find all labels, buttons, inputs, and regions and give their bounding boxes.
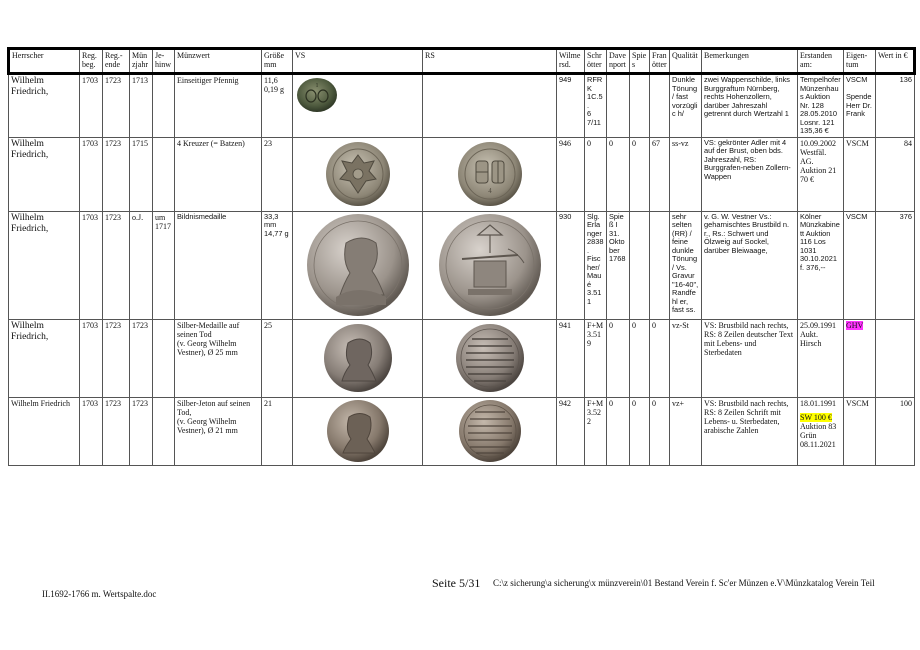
jehinw-cell: um 1717 — [153, 211, 175, 319]
coin-obverse-image — [325, 399, 391, 463]
page-number: Seite 5/31 — [432, 576, 481, 590]
table-row — [9, 397, 915, 465]
reg-ende-cell: 1723 — [103, 211, 130, 319]
groesse-cell: 21 — [262, 397, 293, 465]
qualitaet-cell: ss-vz — [670, 137, 702, 211]
rs-image-cell — [423, 319, 557, 397]
col-header-spies: Spie s — [630, 49, 650, 74]
reg-ende-cell: 1723 — [103, 319, 130, 397]
eigentum-highlight: GHV — [846, 320, 864, 330]
muenzwert-cell: Silber-Jeton auf seinen Tod, (v. Georg Wilhelm Vestner), Ø 21 mm — [175, 397, 262, 465]
reg-beg-cell: 1703 — [80, 74, 103, 138]
erstanden-cell: Tempelhofer Münzenhaus Auktion Nr. 128 28.05.2010 Losnr. 121 135,36 € — [798, 74, 844, 138]
qualitaet-cell: vz+ — [670, 397, 702, 465]
wert-cell: 376 — [876, 211, 915, 319]
groesse-cell: 11,6 0,19 g — [262, 74, 293, 138]
col-header-reg-ende: Reg.-ende — [103, 49, 130, 74]
frankoetter-cell: 0 — [650, 319, 670, 397]
bemerkungen-cell: VS: gekrönter Adler mit 4 auf der Brust, oben bds. Jahreszahl, RS: Burggrafen-neben Zollern-Wappen — [702, 137, 798, 211]
coin-obverse-image — [324, 141, 392, 207]
erstanden-price-highlight: SW 100 € — [800, 412, 832, 422]
spies-cell — [630, 211, 650, 319]
muenzjahr-cell: 1723 — [130, 397, 153, 465]
coin-reverse-image — [456, 141, 524, 207]
jehinw-cell — [153, 74, 175, 138]
col-header-groesse: Größe mm — [262, 49, 293, 74]
svg-text:1: 1 — [315, 83, 319, 89]
muenzjahr-cell: 1723 — [130, 319, 153, 397]
coin-obverse-image — [306, 213, 410, 317]
col-header-bemerkungen: Bemerkungen — [702, 49, 798, 74]
wilmersd-cell: 930 — [557, 211, 585, 319]
col-header-schroetter: Schr ötter — [585, 49, 607, 74]
muenzwert-cell: Bildnismedaille — [175, 211, 262, 319]
groesse-cell: 23 — [262, 137, 293, 211]
wert-cell: 84 — [876, 137, 915, 211]
eigentum-cell: VSCM — [844, 211, 876, 319]
jehinw-cell — [153, 319, 175, 397]
qualitaet-cell: sehr selten (RR) / feine dunkle Tönung / Vs. Gravur "16-40", Randfehl er, fast ss. — [670, 211, 702, 319]
file-path: C:\z sicherung\a sicherung\x münzverein\01 Bestand Verein f. Sc'er Münzen e.V\Münzkatalog Verein Teil — [493, 578, 875, 588]
file-name: II.1692-1766 m. Wertspalte.doc — [42, 589, 157, 599]
col-header-frankoetter: Fran ötter — [650, 49, 670, 74]
reg-beg-cell: 1703 — [80, 211, 103, 319]
col-header-qualitaet: Qualität — [670, 49, 702, 74]
reg-beg-cell: 1703 — [80, 397, 103, 465]
col-header-muenzwert: Münzwert — [175, 49, 262, 74]
rs-image-cell — [423, 211, 557, 319]
schroetter-cell: F+M 3.52 2 — [585, 397, 607, 465]
col-header-muenzjahr: Mün zjahr — [130, 49, 153, 74]
wert-cell: 136 — [876, 74, 915, 138]
spies-cell: 0 — [630, 137, 650, 211]
davenport-cell: 0 — [607, 319, 630, 397]
bemerkungen-cell: v. G. W. Vestner Vs.: geharnischtes Brustbild n. r., Rs.: Schwert und Ölzweig auf Sockel, darüber Bleiwaage, — [702, 211, 798, 319]
vs-image-cell — [293, 137, 423, 211]
schroetter-cell: F+M 3.51 9 — [585, 319, 607, 397]
schroetter-cell: 0 — [585, 137, 607, 211]
col-header-wert: Wert in € — [876, 49, 915, 74]
wilmersd-cell: 946 — [557, 137, 585, 211]
davenport-cell — [607, 74, 630, 138]
coin-obverse-image — [296, 77, 338, 113]
spies-cell: 0 — [630, 319, 650, 397]
vs-image-cell — [293, 74, 423, 138]
frankoetter-cell — [650, 211, 670, 319]
spies-cell — [630, 74, 650, 138]
muenzjahr-cell: o.J. — [130, 211, 153, 319]
qualitaet-cell: Dunkle Tönung / fast vorzüglic h/ — [670, 74, 702, 138]
frankoetter-cell — [650, 74, 670, 138]
bemerkungen-cell: zwei Wappenschilde, links Burggraftum Nürnberg, rechts Hohenzollern, darüber Jahreszahl getrennt durch Wertzahl 1 — [702, 74, 798, 138]
reg-ende-cell: 1723 — [103, 74, 130, 138]
table-row — [9, 74, 915, 138]
vs-image-cell — [293, 319, 423, 397]
rs-image-cell — [423, 137, 557, 211]
rs-image-cell — [423, 74, 557, 138]
muenzwert-cell: 4 Kreuzer (= Batzen) — [175, 137, 262, 211]
bemerkungen-cell: VS: Brustbild nach rechts, RS: 8 Zeilen Schrift mit Lebens- u. Sterbedaten, arabische Zahlen — [702, 397, 798, 465]
reg-beg-cell: 1703 — [80, 137, 103, 211]
col-header-erstanden: Erstanden am: — [798, 49, 844, 74]
groesse-cell: 33,3 mm 14,77 g — [262, 211, 293, 319]
davenport-cell: Spie ß I 31. Okto ber 1768 — [607, 211, 630, 319]
herrscher-cell: Wilhelm Friedrich, — [9, 319, 80, 397]
wilmersd-cell: 942 — [557, 397, 585, 465]
col-header-herrscher: Herrscher — [9, 49, 80, 74]
herrscher-cell: Wilhelm Friedrich, — [9, 137, 80, 211]
groesse-cell: 25 — [262, 319, 293, 397]
davenport-cell: 0 — [607, 397, 630, 465]
erstanden-auction: Auktion 83 Grün 08.11.2021 — [800, 421, 837, 450]
herrscher-cell: Wilhelm Friedrich — [9, 397, 80, 465]
wilmersd-cell: 949 — [557, 74, 585, 138]
muenzjahr-cell: 1715 — [130, 137, 153, 211]
coin-reverse-image — [454, 323, 526, 393]
col-header-jehinw: Je-hinw — [153, 49, 175, 74]
erstanden-date: 18.01.1991 — [800, 398, 836, 408]
col-header-rs: RS — [423, 49, 557, 74]
reg-beg-cell: 1703 — [80, 319, 103, 397]
col-header-vs: VS — [293, 49, 423, 74]
eigentum-cell: VSCM — [844, 397, 876, 465]
eigentum-cell: VSCM Spende Herr Dr. Frank — [844, 74, 876, 138]
spies-cell: 0 — [630, 397, 650, 465]
vs-image-cell — [293, 397, 423, 465]
coin-obverse-image — [322, 323, 394, 393]
herrscher-cell: Wilhelm Friedrich, — [9, 74, 80, 138]
coin-reverse-image — [438, 213, 542, 317]
eigentum-cell: VSCM — [844, 137, 876, 211]
table-row — [9, 137, 915, 211]
davenport-cell: 0 — [607, 137, 630, 211]
jehinw-cell — [153, 397, 175, 465]
reg-ende-cell: 1723 — [103, 137, 130, 211]
muenzjahr-cell: 1713 — [130, 74, 153, 138]
schroetter-cell: Slg. Erlanger 2838. Fischer/Maué 3.511 — [585, 211, 607, 319]
jehinw-cell — [153, 137, 175, 211]
wert-cell: 100 — [876, 397, 915, 465]
bemerkungen-cell: VS: Brustbild nach rechts, RS: 8 Zeilen deutscher Text mit Lebens- und Sterbedaten — [702, 319, 798, 397]
erstanden-cell: 10.09.2002 Westfäl. AG. Auktion 21 70 € — [798, 137, 844, 211]
table-row — [9, 319, 915, 397]
frankoetter-cell: 0 — [650, 397, 670, 465]
wilmersd-cell: 941 — [557, 319, 585, 397]
header-row — [9, 49, 915, 74]
eigentum-cell — [844, 319, 876, 397]
vs-image-cell — [293, 211, 423, 319]
coin-reverse-image — [457, 399, 523, 463]
svg-text:4: 4 — [487, 187, 492, 196]
reg-ende-cell: 1723 — [103, 397, 130, 465]
schroetter-cell: RFR K 1C.5. 6 7/11 — [585, 74, 607, 138]
col-header-wilmersd: Wilme rsd. — [557, 49, 585, 74]
erstanden-cell: 25.09.1991 Aukt. Hirsch — [798, 319, 844, 397]
erstanden-cell: Kölner Münzkabinett Auktion 116 Los 1031 30.10.2021 f. 376,-- — [798, 211, 844, 319]
col-header-eigentum: Eigen-tum — [844, 49, 876, 74]
muenzwert-cell: Einseitiger Pfennig — [175, 74, 262, 138]
coin-catalog-table — [7, 47, 916, 466]
col-header-davenport: Dave nport — [607, 49, 630, 74]
muenzwert-cell: Silber-Medaille auf seinen Tod (v. Georg Wilhelm Vestner), Ø 25 mm — [175, 319, 262, 397]
frankoetter-cell: 67 — [650, 137, 670, 211]
rs-image-cell — [423, 397, 557, 465]
erstanden-cell — [798, 397, 844, 465]
table-row — [9, 211, 915, 319]
col-header-reg-beg: Reg. beg. — [80, 49, 103, 74]
herrscher-cell: Wilhelm Friedrich, — [9, 211, 80, 319]
qualitaet-cell: vz-St — [670, 319, 702, 397]
wert-cell — [876, 319, 915, 397]
